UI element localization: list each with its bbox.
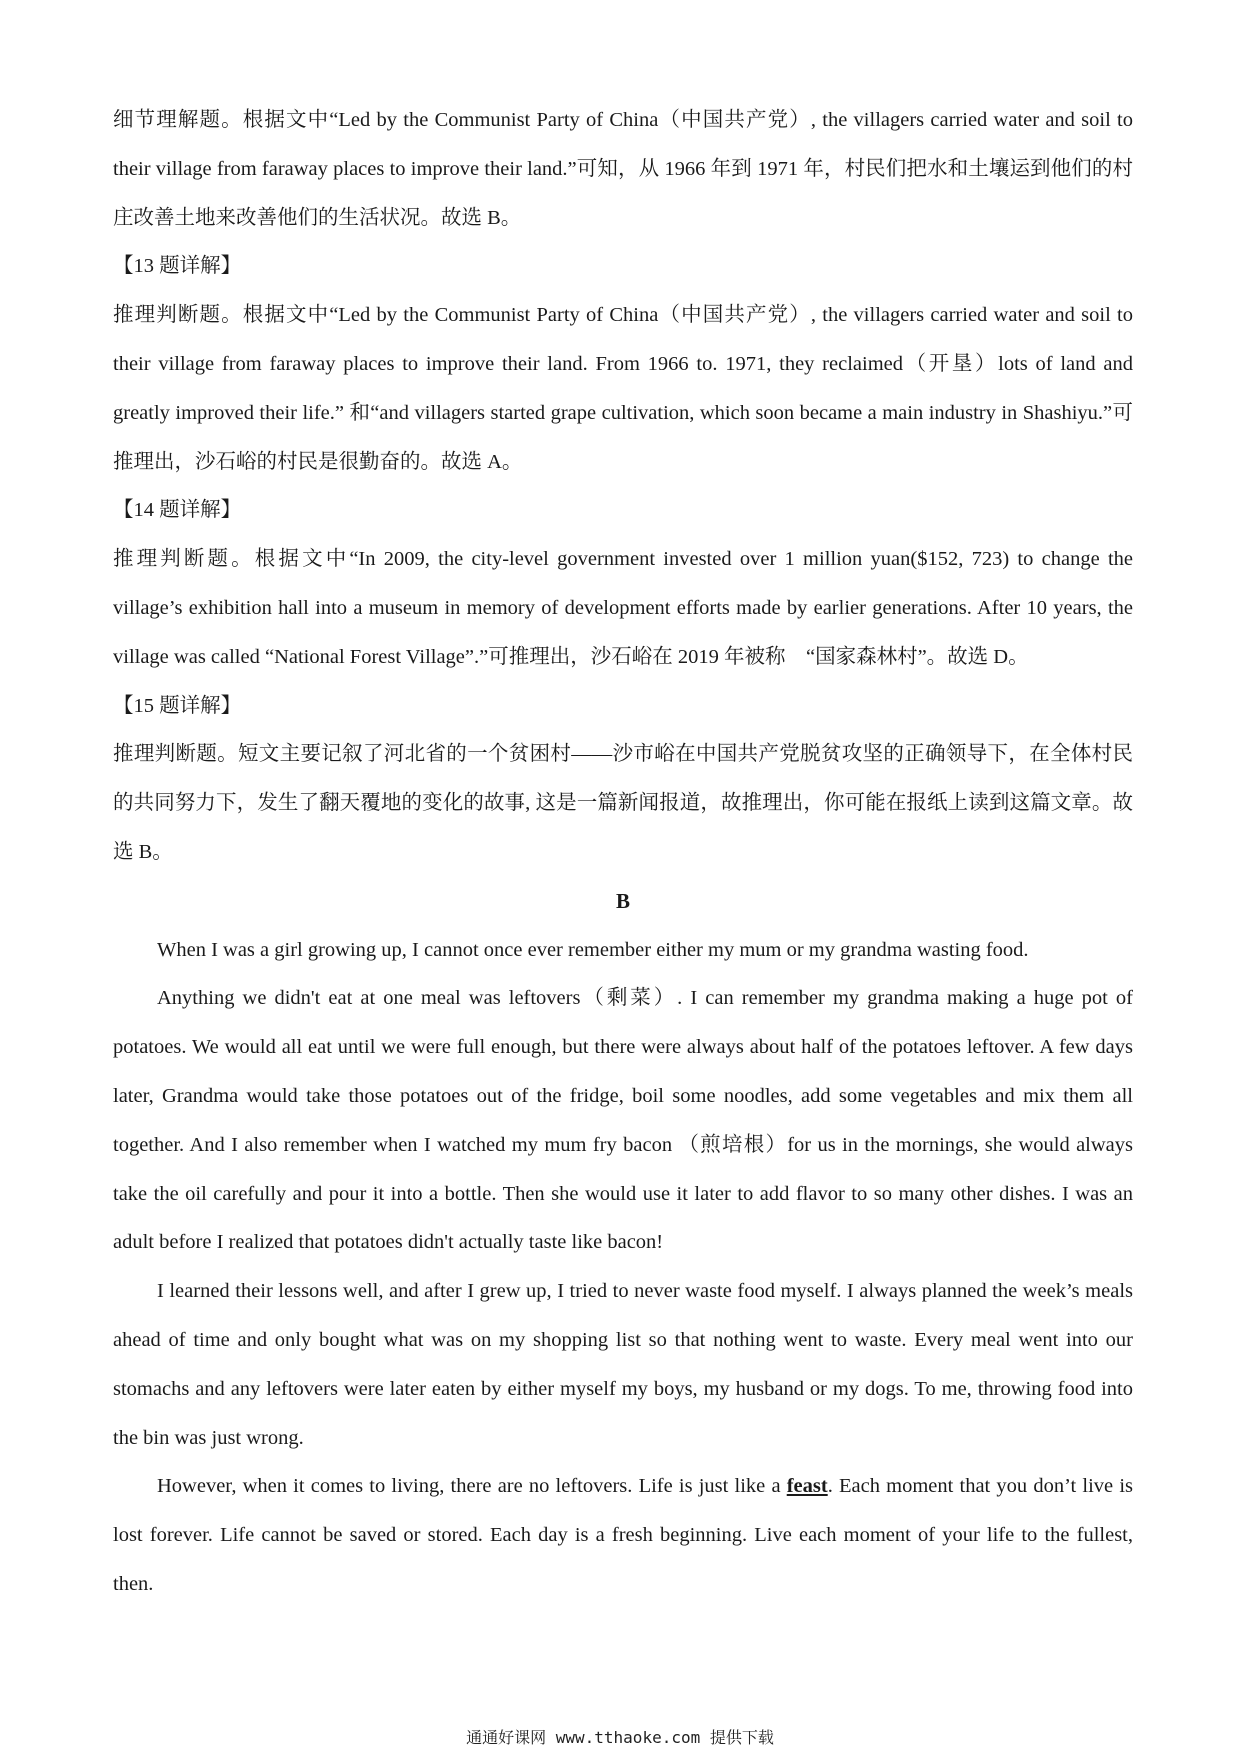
explanation-13-text: 推理判断题。根据文中“Led by the Communist Party of China（中国共产党）, the villagers carried water and soil to their village from faraway places to improve their land. From 1966 to. 1971, they reclaimed（开垦）lots of land and greatly improved their life.” 和“and villagers started grape cultivation, which soon became a main industry in Shashiyu.”可推理出，沙石峪的村民是很勤奋的。故选 A。 [113, 304, 1133, 473]
explanation-15-header: 【15 题详解】 [113, 694, 242, 717]
passage-paragraph-4 [113, 1462, 1133, 1608]
underlined-word-feast: feast [786, 1475, 828, 1498]
passage-p4-after: . Each moment that you don’t live is lost forever. Life cannot be saved or stored. Each day is a fresh beginning. Live each moment of your life to the fullest, then. [113, 1475, 1133, 1595]
passage-paragraph-2: Anything we didn't eat at one meal was leftovers（剩菜）. I can remember my grandma making a huge pot of potatoes. We would all eat until we were full enough, but there were always about half of the potatoes leftover. A few days later, Grandma would take those potatoes out of the fridge, boil some noodles, add some vegetables and mix them all together. And I also remember when I watched my mum fry bacon （煎培根）for us in the mornings, she would always take the oil carefully and pour it into a bottle. Then she would use it later to add flavor to so many other dishes. I was an adult before I realized that potatoes didn't actually taste like bacon! [113, 987, 1133, 1254]
document-body [113, 96, 1133, 1609]
explanation-14-text: 推理判断题。根据文中“In 2009, the city-level government invested over 1 million yuan($152, 723) to change the village’s exhibition hall into a museum in memory of development efforts made by earlier generations. After 10 years, the village was called “National Forest Village”.”可推理出，沙石峪在 2019 年被称 “国家森林村”。故选 D。 [113, 548, 1133, 668]
explanation-13-header: 【13 题详解】 [113, 255, 242, 278]
passage-p4-before: However, when it comes to living, there are no leftovers. Life is just like a [157, 1475, 787, 1498]
explanation-14-header: 【14 题详解】 [113, 499, 242, 522]
passage-paragraph-1: When I was a girl growing up, I cannot once ever remember either my mum or my grandma wasting food. [157, 938, 1029, 961]
explanation-12-text: 细节理解题。根据文中“Led by the Communist Party of China（中国共产党）, the villagers carried water and soil to their village from faraway places to improve their land.”可知，从 1966 年到 1971 年，村民们把水和土壤运到他们的村庄改善土地来改善他们的生活状况。故选 B。 [113, 109, 1133, 229]
page-footer: 通通好课网 www.tthaoke.com 提供下载 [466, 1728, 774, 1747]
passage-paragraph-3: I learned their lessons well, and after I grew up, I tried to never waste food myself. I always planned the week’s meals ahead of time and only bought what was on my shopping list so that nothing went to waste. Every meal went into our stomachs and any leftovers were later eaten by either myself my boys, my husband or my dogs. To me, throwing food into the bin was just wrong. [113, 1280, 1133, 1449]
explanation-15-text: 推理判断题。短文主要记叙了河北省的一个贫困村——沙市峪在中国共产党脱贫攻坚的正确领导下，在全体村民的共同努力下，发生了翻天覆地的变化的故事, 这是一篇新闻报道，故推理出，你可能在报纸上读到这篇文章。故选 B。 [113, 743, 1133, 863]
passage-title: B [615, 888, 630, 913]
